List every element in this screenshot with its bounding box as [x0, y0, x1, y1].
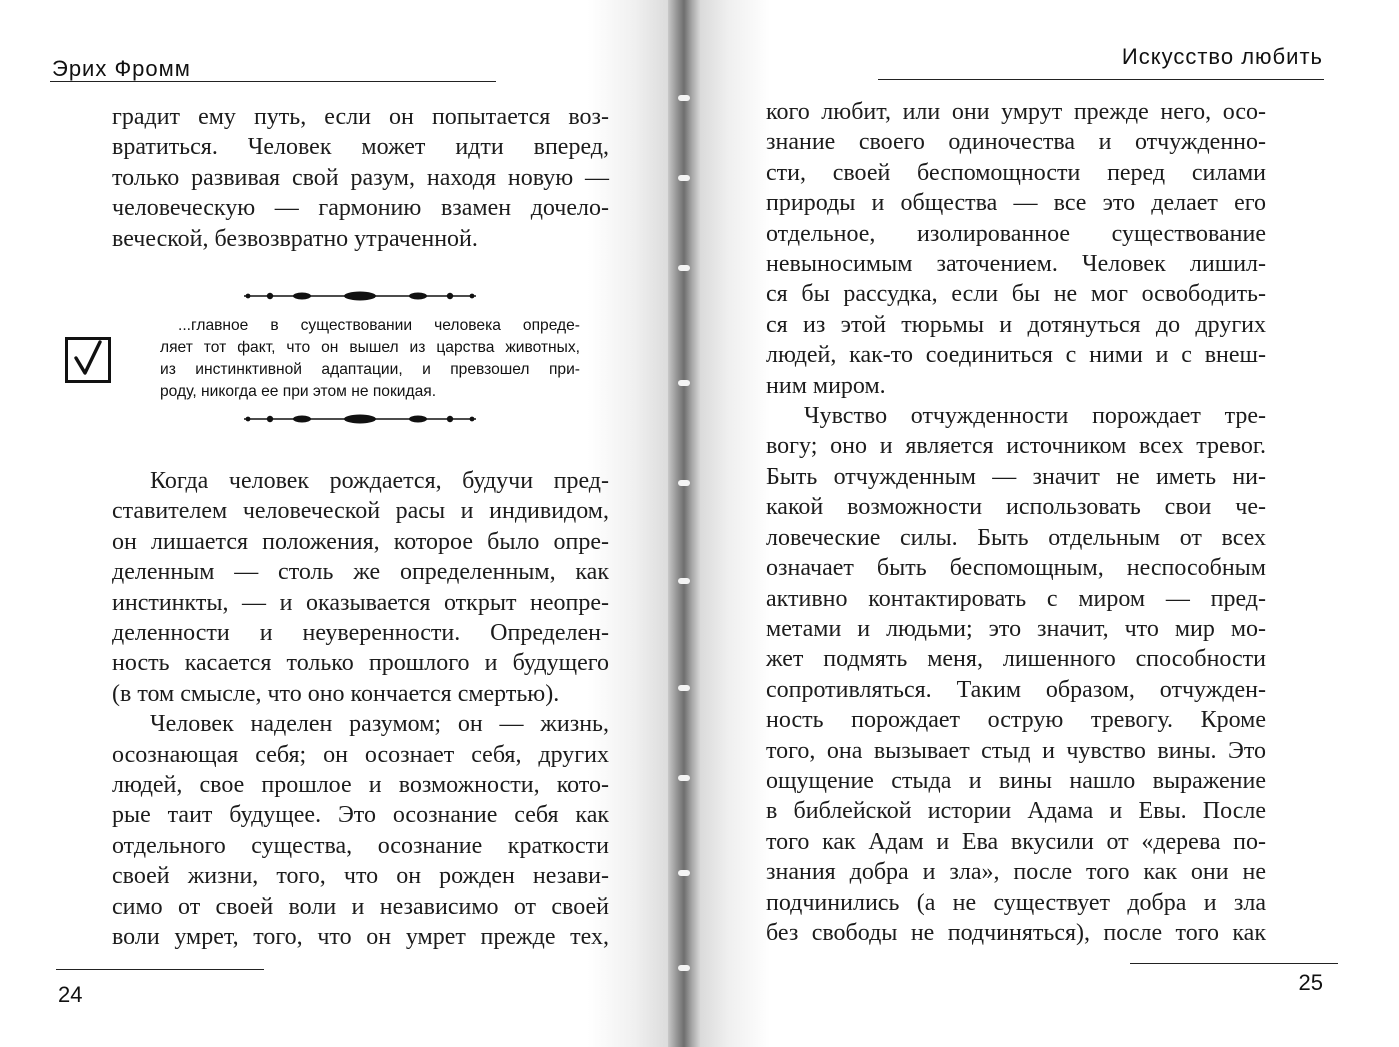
text-line: отдельное, изолированное существование	[766, 220, 1266, 247]
text-line: ность порождает острую тревогу. Кроме	[766, 707, 1266, 734]
text-line: активно контактировать с миром — пред-	[766, 585, 1266, 612]
text-line: ним миром.	[766, 372, 886, 399]
text-line: знания добра и зла», после того как они не	[766, 859, 1266, 886]
text-line: воли умрет, того, что он умрет прежде тех,	[112, 924, 609, 951]
quote-line: роду, никогда ее при этом не покидая.	[160, 383, 437, 400]
text-line: людей, свое прошлое и возможности, кото-	[112, 772, 609, 799]
text-line: инстинкты, — и оказывается открыт неопре-	[112, 589, 609, 616]
binding-stitch	[678, 870, 690, 876]
binding-stitch	[678, 965, 690, 971]
text-line: природы и общества — все это делает его	[766, 190, 1266, 217]
text-line: веческой, безвозвратно утраченной.	[112, 225, 478, 252]
text-line: ся из этой тюрьмы и дотянуться до других	[766, 311, 1266, 338]
header-rule-right	[878, 79, 1324, 80]
binding-stitch	[678, 480, 690, 486]
text-line: деленности и неуверенности. Определен-	[112, 620, 609, 647]
text-line: людей, как-то соединиться с ними и с внеш-	[766, 342, 1266, 369]
checkbox-check-icon	[64, 336, 112, 384]
text-line: симо от своей воли и независимо от своей	[112, 893, 609, 920]
text-line: отдельного существа, осознание краткости	[112, 832, 609, 859]
text-line: только развивая свой разум, находя новую —	[112, 164, 609, 191]
text-line: жет подмять меня, лишенного способности	[766, 646, 1266, 673]
binding-stitch	[678, 775, 690, 781]
text-line: Когда человек рождается, будучи пред-	[150, 468, 609, 494]
page-number-left: 24	[58, 982, 83, 1007]
binding-stitch	[678, 578, 690, 584]
text-line: Человек наделен разумом; он — жизнь,	[150, 711, 609, 738]
text-line: означает быть беспомощным, неспособным	[766, 555, 1266, 582]
ornament-divider-bottom	[240, 412, 480, 426]
running-head-left: Эрих Фромм	[52, 56, 191, 81]
text-line: ловеческие силы. Быть отдельным от всех	[766, 524, 1266, 551]
quote-line: из инстинктивной адаптации, и превзошел при-	[160, 361, 580, 378]
text-line: того как Адам и Ева вкусили от «дерева по-	[766, 828, 1266, 855]
running-head-right: Искусство любить	[1121, 44, 1323, 69]
text-line: Чувство отчужденности порождает тре-	[804, 403, 1266, 430]
text-line: того, она вызывает стыд и чувство вины. Это	[766, 737, 1266, 764]
quote-line: ляет тот факт, что он вышел из царства животных,	[160, 339, 580, 356]
quote-line: ...главное в существовании человека опреде-	[178, 317, 580, 334]
main-paragraphs-left	[112, 466, 609, 953]
text-line: сопротивляться. Таким образом, отчужден-	[766, 676, 1266, 703]
binding-stitch	[678, 685, 690, 691]
binding-stitch	[678, 175, 690, 181]
text-line: он лишается положения, которое было опре-	[112, 528, 609, 555]
text-line: вратиться. Человек может идти вперед,	[112, 134, 609, 161]
book-gutter	[668, 0, 700, 1047]
text-line: рые таит будущее. Это осознание себя как	[112, 802, 609, 829]
right-page	[700, 0, 1399, 1047]
text-line: Быть отчужденным — значит не иметь ни-	[766, 463, 1266, 490]
text-line: (в том смысле, что оно кончается смертью).	[112, 680, 560, 707]
text-line: вогу; оно и является источником всех тревог.	[766, 433, 1266, 460]
text-line: невыносимым заточением. Человек лишил-	[766, 251, 1266, 278]
main-paragraphs-right	[766, 97, 1266, 948]
text-line: ставителем человеческой расы и индивидом,	[112, 498, 609, 525]
top-paragraph	[112, 102, 609, 254]
footer-rule-left	[56, 969, 264, 970]
text-line: подчинились (а не существует добра и зла	[766, 889, 1266, 916]
text-line: своей жизни, того, что он рожден незави-	[112, 863, 609, 890]
text-line: человеческую — гармонию взамен дочело-	[112, 195, 609, 222]
text-line: ность касается только прошлого и будущего	[112, 650, 609, 677]
text-line: ся бы рассудка, если бы не мог освободить-	[766, 281, 1266, 308]
ornament-divider-top	[240, 289, 480, 303]
text-line: ощущение стыда и вины нашло выражение	[766, 767, 1266, 794]
text-line: без свободы не подчиняться), после того как	[766, 919, 1266, 946]
footer-rule-right	[1130, 963, 1338, 964]
page-number-right: 25	[1298, 970, 1323, 995]
text-line: какой возможности использовать свои че-	[766, 494, 1266, 521]
binding-stitch	[678, 265, 690, 271]
text-line: сти, своей беспомощности перед силами	[766, 159, 1266, 186]
text-line: в библейской истории Адама и Евы. После	[766, 798, 1266, 825]
text-line: метами и людьми; это значит, что мир мо-	[766, 615, 1266, 642]
text-line: деленным — столь же определенным, как	[112, 559, 609, 586]
text-line: градит ему путь, если он попытается воз-	[112, 104, 609, 130]
header-rule-left	[50, 81, 496, 82]
binding-stitch	[678, 95, 690, 101]
text-line: осознающая себя; он осознает себя, других	[112, 741, 609, 768]
left-page	[0, 0, 668, 1047]
callout-quote	[160, 315, 580, 403]
text-line: знание своего одиночества и отчужденно-	[766, 129, 1266, 156]
binding-stitch	[678, 380, 690, 386]
text-line: кого любит, или они умрут прежде него, осо-	[766, 99, 1266, 125]
